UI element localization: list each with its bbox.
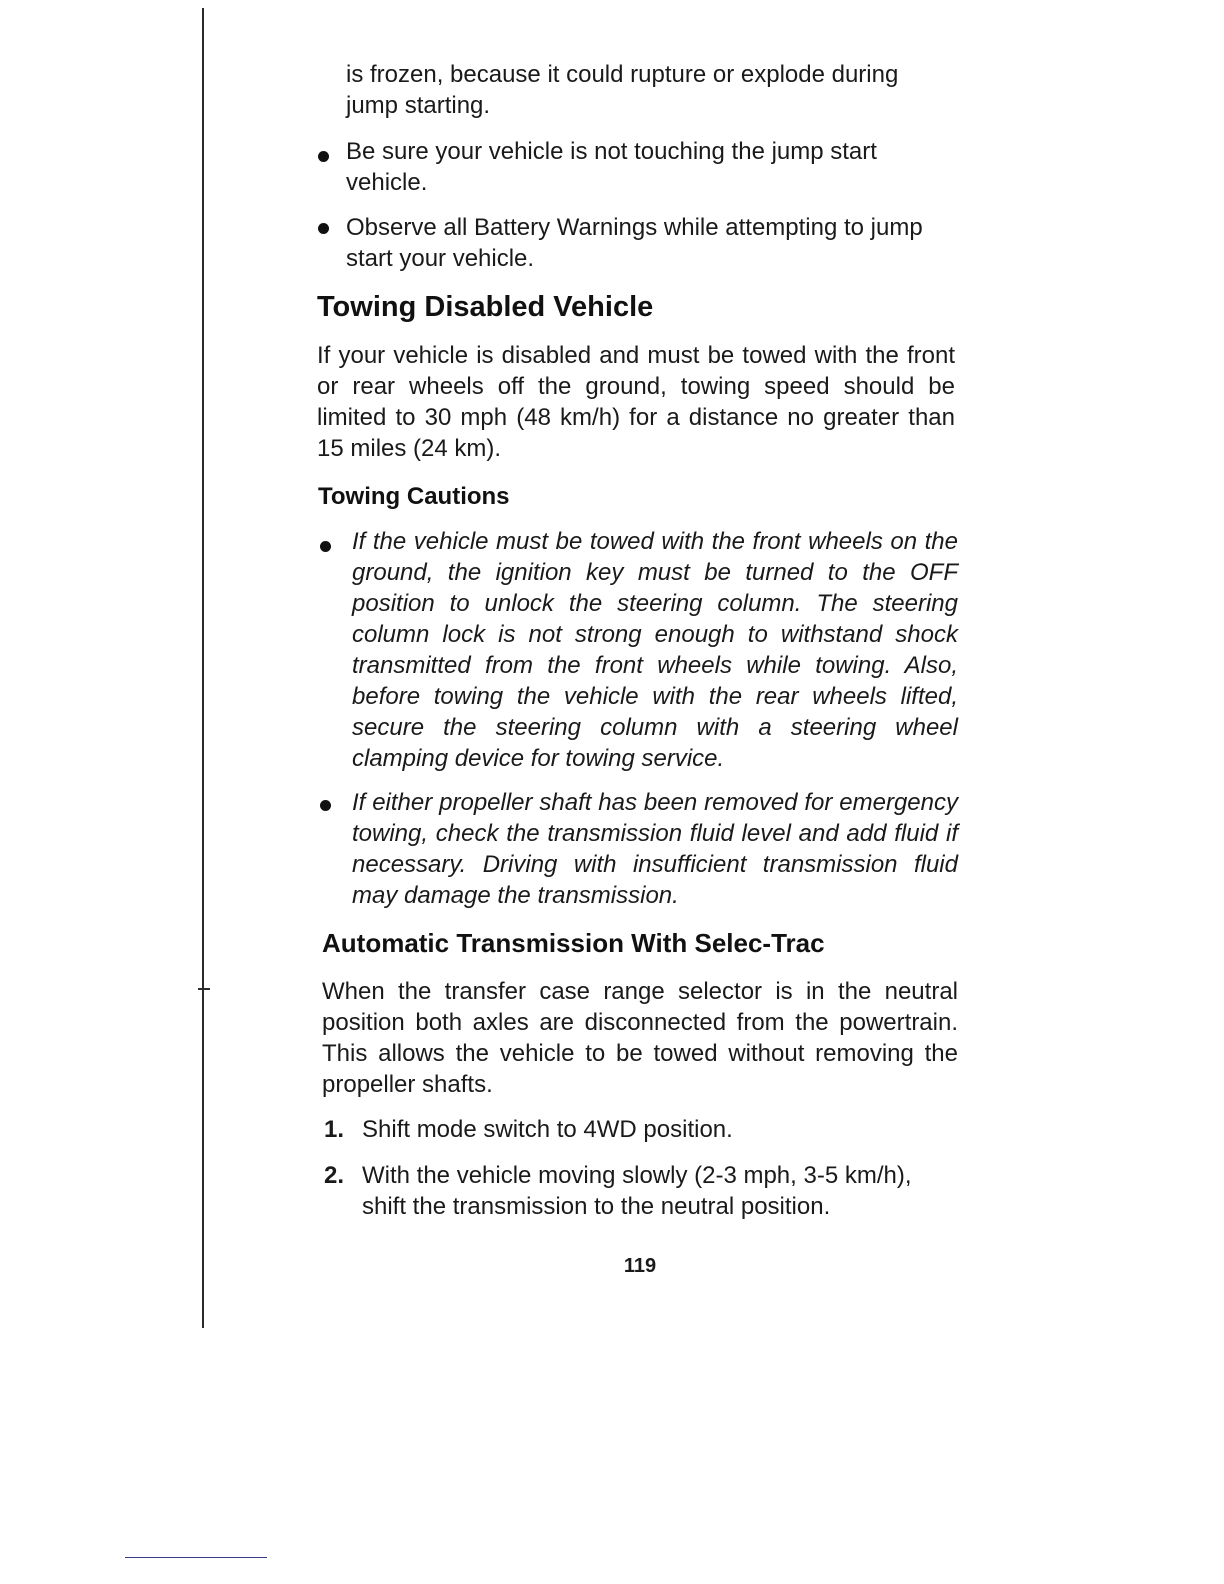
bullet-text: Be sure your vehicle is not touching the jump start vehicle. bbox=[346, 138, 877, 196]
step-text: Shift mode switch to 4WD position. bbox=[362, 1116, 733, 1143]
towing-paragraph: If your vehicle is disabled and must be towed with the front or rear wheels off the ground, towing speed should be limited to 30 mph (48 km/h) for a distance no greater than 15 miles (24 km). bbox=[317, 342, 955, 462]
step-text: With the vehicle moving slowly (2-3 mph, 3-5 km/h), shift the transmission to the neutral position. bbox=[362, 1162, 912, 1220]
subheading-selectrac: Automatic Transmission With Selec-Trac bbox=[322, 928, 825, 958]
bullet-icon bbox=[320, 800, 331, 811]
bullet-text: Observe all Battery Warnings while attempting to jump start your vehicle. bbox=[346, 214, 923, 272]
caution-text: If either propeller shaft has been removed for emergency towing, check the transmission fluid level and add fluid if necessary. Driving with insufficient transmission fluid may damage the transmission. bbox=[352, 789, 958, 909]
subheading-towing-cautions: Towing Cautions bbox=[318, 483, 510, 510]
step-number: 1. bbox=[324, 1116, 345, 1143]
selectrac-paragraph: When the transfer case range selector is in the neutral position both axles are disconnected from the powertrain. This allows the vehicle to be towed without removing the propeller shafts. bbox=[322, 978, 958, 1098]
bullet-icon bbox=[320, 541, 331, 552]
continuation-paragraph: is frozen, because it could rupture or explode during jump starting. bbox=[346, 61, 899, 119]
page-number: 119 bbox=[623, 1255, 657, 1277]
step-number: 2. bbox=[324, 1162, 345, 1189]
section-heading-towing: Towing Disabled Vehicle bbox=[317, 291, 654, 323]
caution-text: If the vehicle must be towed with the front wheels on the ground, the ignition key must be turned to the OFF position to unlock the steering column. The steering column lock is not strong enough to withstand shock transmitted from the front wheels while towing. Also, before towing the vehicle with the rear wheels lifted, secure the steering column with a steering wheel clamping device for towing service. bbox=[352, 528, 958, 772]
bullet-icon bbox=[318, 151, 329, 162]
bullet-icon bbox=[318, 223, 329, 234]
